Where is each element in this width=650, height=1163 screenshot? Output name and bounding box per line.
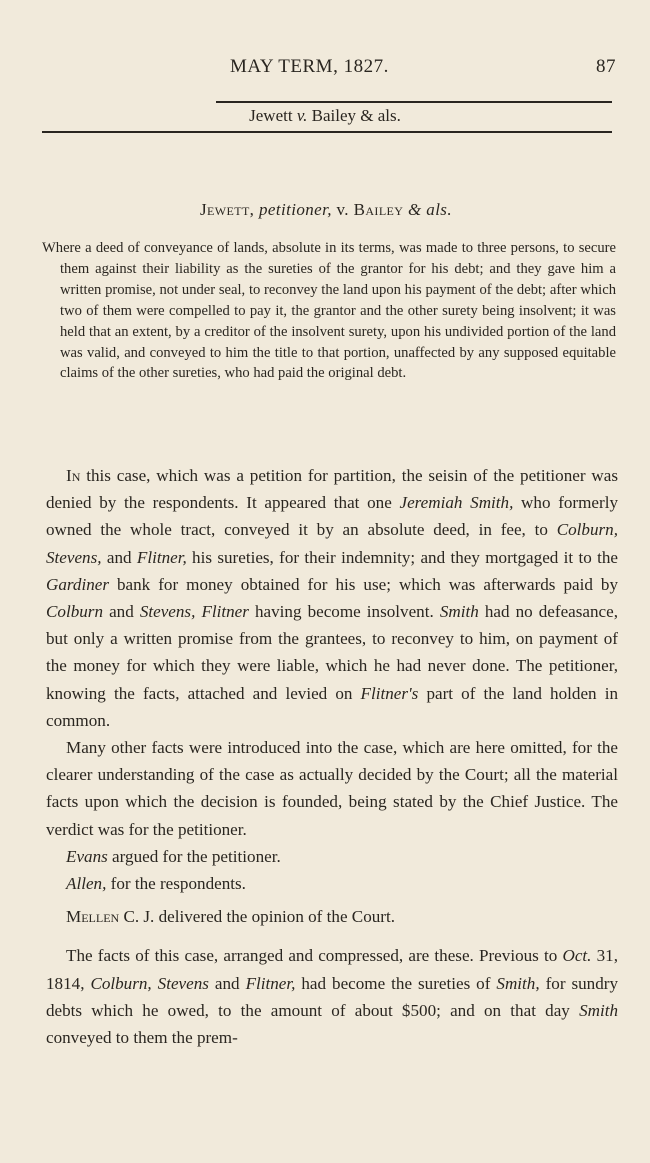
justice-name: Mellen — [66, 907, 120, 927]
case-title-role: petitioner, — [258, 200, 332, 219]
text-run: C. J. delivered the opinion of the Court. — [119, 907, 396, 927]
date-abbrev: Oct. — [562, 946, 592, 966]
text-run: conveyed to them the prem- — [46, 1028, 238, 1048]
header-rule-bottom — [42, 131, 612, 133]
party-name: Stevens, — [46, 547, 102, 567]
party-name: Smith — [579, 1000, 618, 1020]
text-run: for sundry debts which he owed, to the amount of about $500; and on that day — [46, 973, 619, 1020]
case-header — [0, 106, 650, 126]
lead-word: In — [66, 466, 81, 485]
party-name: Jeremiah Smith, — [399, 493, 514, 513]
text-run: argued for the petitioner. — [107, 846, 281, 866]
text-run: this case, which was a petition for partition, the seisin of the petitioner was denied by the respondents. It appeared that one — [46, 466, 618, 513]
text-run: and — [101, 547, 137, 567]
counsel-name: Allen, — [66, 874, 107, 894]
case-title-als: & als. — [408, 200, 452, 219]
party-name: Stevens, — [139, 602, 196, 622]
text-run: bank for money obtained for his use; which was afterwards paid by — [109, 574, 618, 594]
counsel-name: Evans — [66, 846, 108, 866]
paragraph-opinion-facts — [46, 942, 618, 1051]
paragraph-counsel-petitioner — [46, 843, 618, 870]
bank-name: Gardiner — [46, 574, 109, 594]
header-rule-top — [216, 101, 612, 103]
text-run: had become the sureties of — [295, 973, 497, 993]
party-name: Colburn, — [90, 973, 152, 993]
party-name: Colburn, — [556, 520, 618, 540]
party-name: Flitner, — [245, 973, 296, 993]
paragraph-opinion-intro — [46, 903, 618, 930]
party-name: Flitner, — [136, 547, 187, 567]
text-run: had no defeasance, but only a written promise from the grantees, to reconvey to him, on payment of the money for which they were liable, which he had never done. The petitioner, knowing the facts, attached and levied on — [46, 602, 618, 703]
case-title-defendant: Bailey — [353, 200, 404, 219]
running-title: MAY TERM, 1827. — [230, 56, 389, 77]
text-run: having become insolvent. — [248, 602, 440, 622]
party-name: Smith — [439, 602, 479, 622]
text-run: and — [103, 602, 140, 622]
text-run: 31, 1814, — [46, 946, 619, 993]
case-header-defendant: Bailey & als. — [311, 106, 401, 125]
opinion-body — [46, 462, 618, 1051]
paragraph-facts — [46, 462, 618, 734]
text-run: for the respondents. — [106, 874, 246, 894]
text-run: and — [208, 973, 246, 993]
party-name: Flitner — [201, 602, 249, 622]
paragraph-counsel-respondents — [46, 870, 618, 897]
party-name: Flitner's — [360, 683, 419, 703]
text-run: his sureties, for their indemnity; and they mortgaged it to the — [186, 547, 618, 567]
case-title — [40, 200, 612, 220]
case-title-versus: v. — [336, 200, 349, 219]
headnote: Where a deed of conveyance of lands, absolute in its terms, was made to three persons, to secure them against their liability as the sureties of the grantor for his debt; and they gave him a written promise, not under seal, to reconvey the land upon his payment of the debt; after which two of them were compelled to pay it, the grantor and the other surety being insolvent; it was held that an extent, by a creditor of the insolvent surety, upon his undivided portion of the land was valid, and conveyed to him the title to that portion, unaffected by any supposed equitable claims of the other sureties, who had paid the original debt. — [42, 240, 616, 382]
running-head — [44, 56, 616, 82]
paragraph-omitted-facts: Many other facts were introduced into the case, which are here omitted, for the clearer understanding of the case as actually decided by the Court; all the material facts upon which the decision is founded, being stated by the Chief Justice. The verdict was for the petitioner. — [46, 738, 618, 839]
text-run: who formerly owned the whole tract, conveyed it by an absolute deed, in fee, to — [46, 493, 618, 540]
text-run: The facts of this case, arranged and compressed, are these. Previous to — [66, 946, 563, 966]
case-header-versus: v. — [296, 106, 308, 125]
party-name: Smith, — [496, 973, 540, 993]
case-header-plaintiff: Jewett — [249, 106, 293, 125]
party-name: Colburn — [46, 602, 103, 622]
text-run: part of the land holden in common. — [46, 683, 618, 730]
party-name: Stevens — [157, 973, 209, 993]
case-title-plaintiff: Jewett, — [200, 200, 255, 219]
page-number: 87 — [596, 56, 616, 77]
